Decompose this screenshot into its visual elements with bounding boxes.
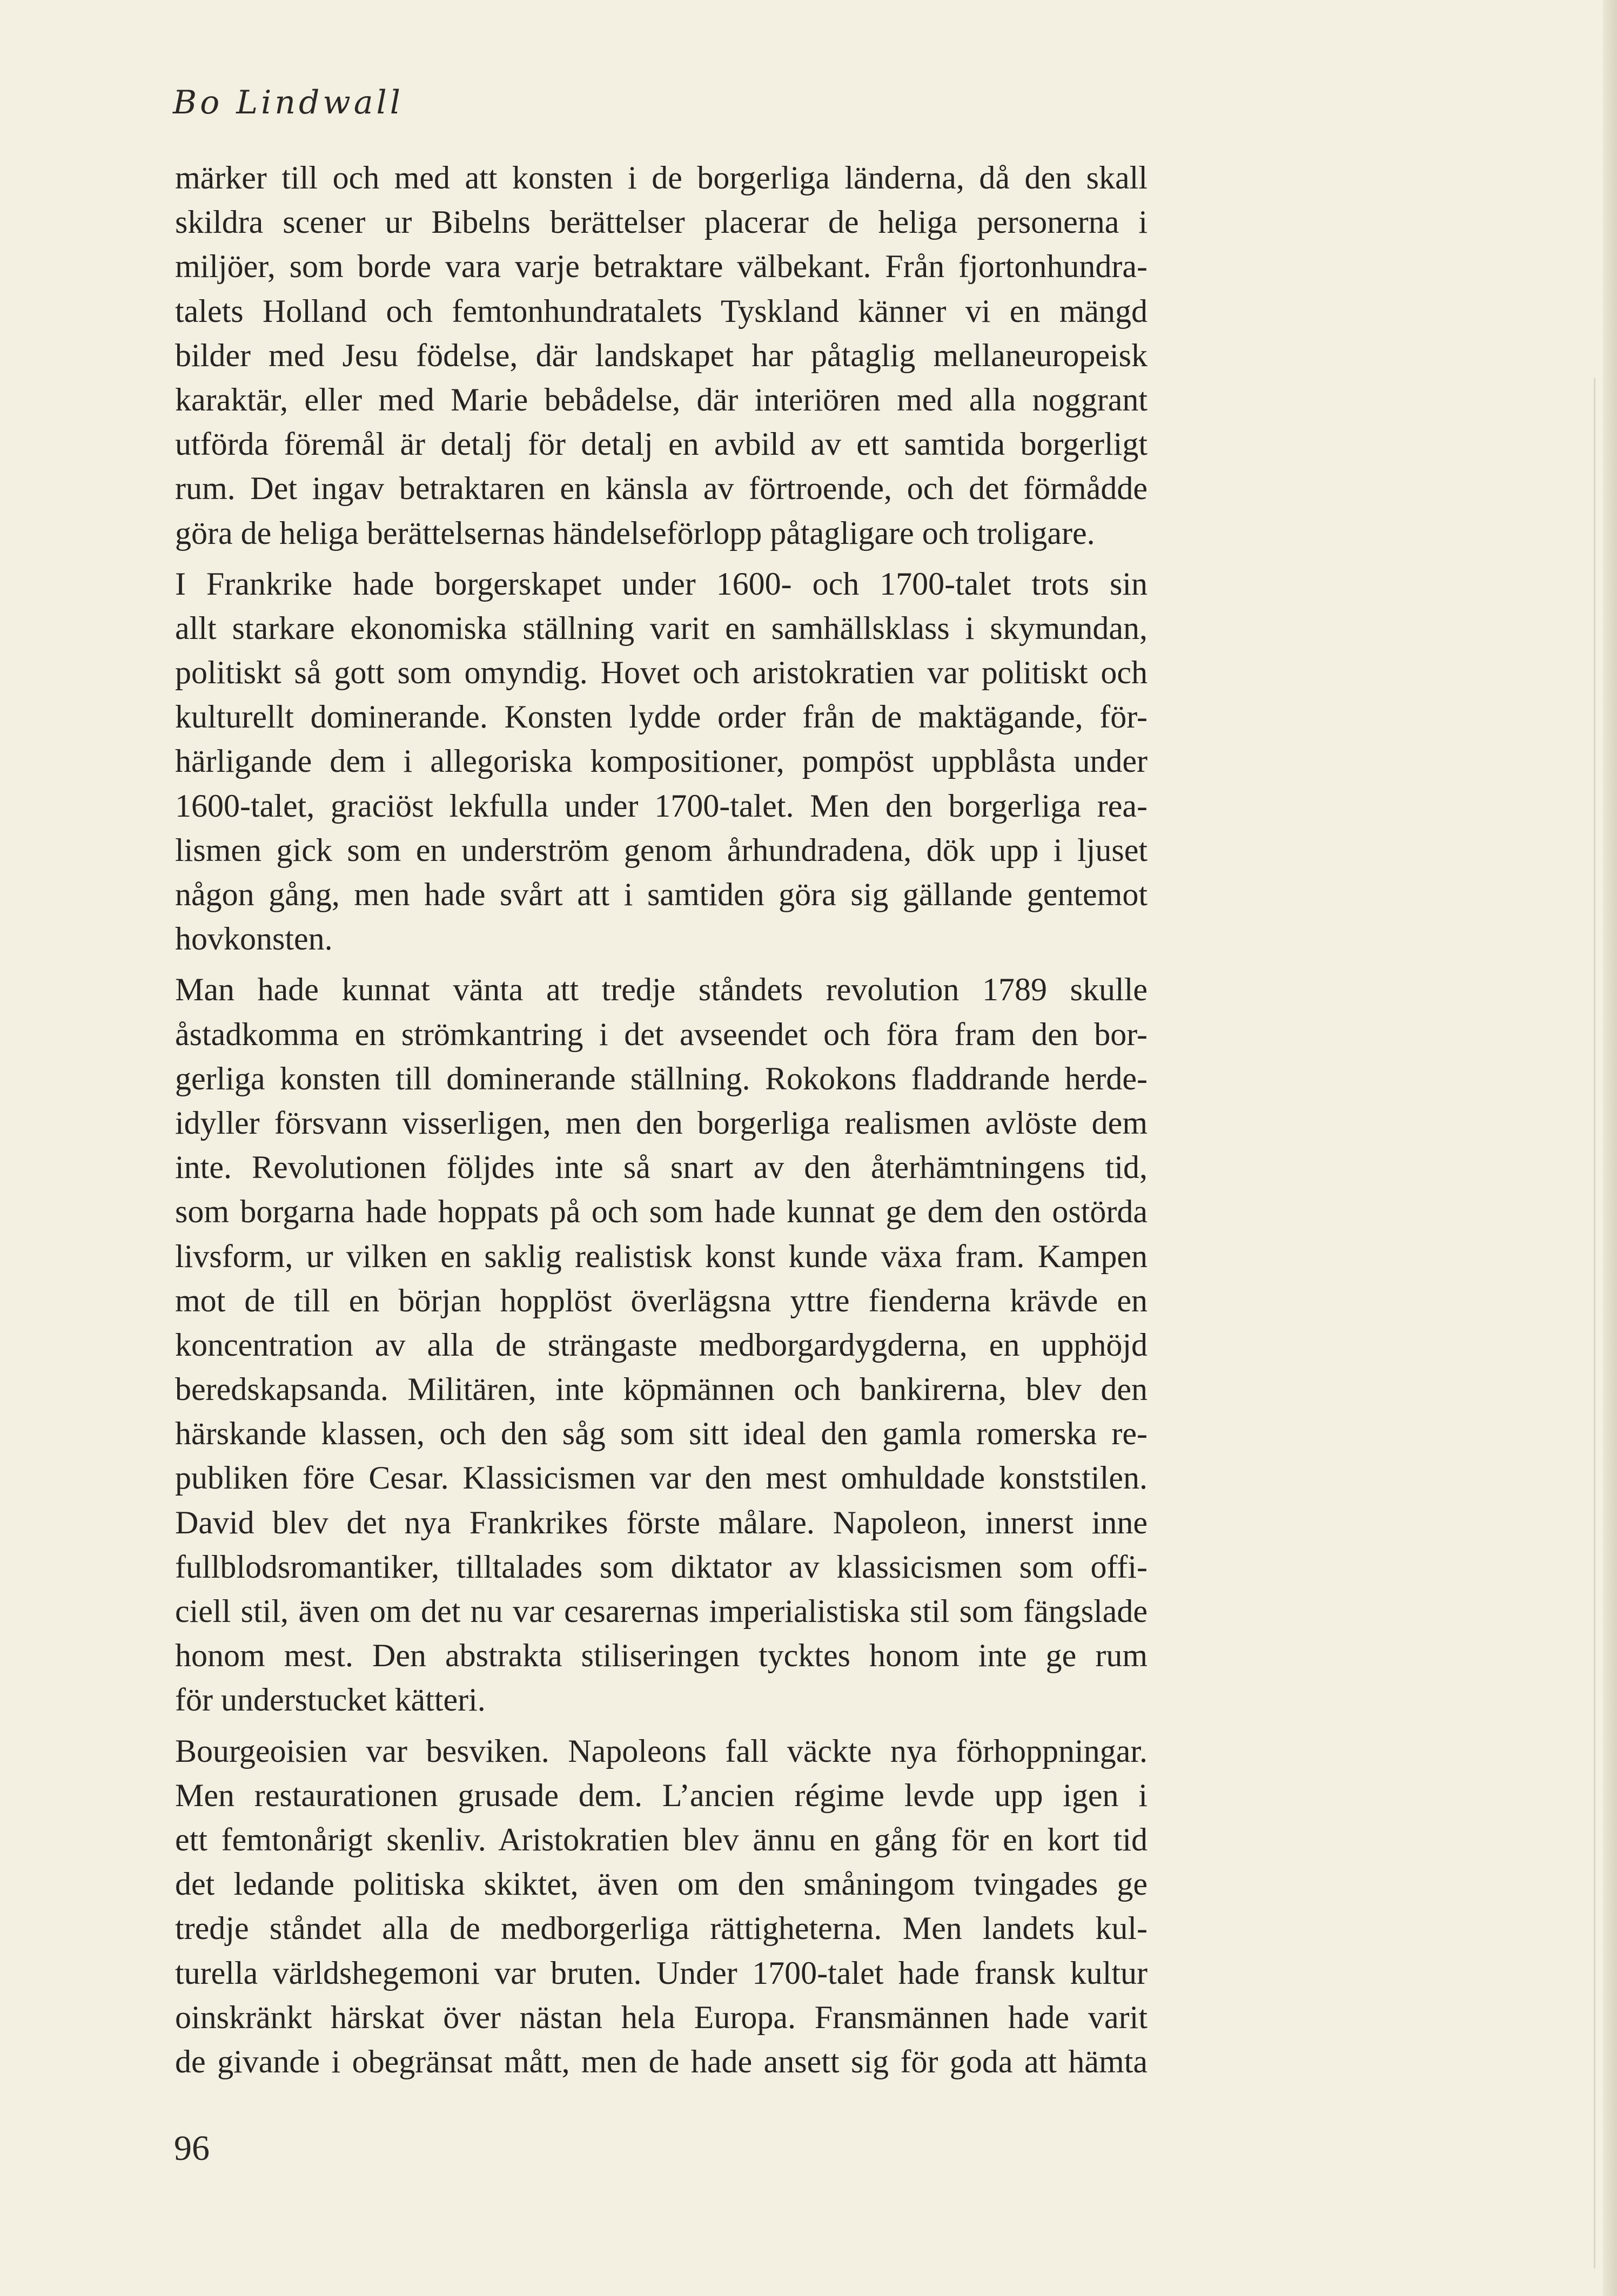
text-line: märker till och med att konsten i de borgerliga länderna, då den skall [175, 160, 1148, 196]
text-line: härskande klassen, och den såg som sitt ideal den gamla romerska re- [175, 1416, 1148, 1452]
text-line: utförda föremål är detalj för detalj en avbild av ett samtida borgerligt [175, 426, 1148, 462]
text-line: livsform, ur vilken en saklig realistisk konst kunde växa fram. Kampen [175, 1238, 1148, 1274]
running-head-author: Bo Lindwall [173, 84, 404, 122]
text-line: göra de heliga berättelsernas händelseförlopp påtagligare och troligare. [175, 515, 1095, 551]
text-line: mot de till en början hopplöst överlägsna yttre fienderna krävde en [175, 1282, 1148, 1318]
text-line: någon gång, men hade svårt att i samtiden göra sig gällande gentemot [175, 877, 1148, 912]
text-line: Bourgeoisien var besviken. Napoleons fall väckte nya förhoppningar. [175, 1733, 1148, 1769]
paragraph [175, 967, 1148, 1722]
text-line: allt starkare ekonomiska ställning varit en samhällsklass i skymundan, [175, 610, 1148, 646]
text-line: politiskt så gott som omyndig. Hovet och aristokratien var politiskt och [175, 655, 1148, 691]
text-line: karaktär, eller med Marie bebådelse, där interiören med alla noggrant [175, 381, 1148, 418]
text-line: kulturellt dominerande. Konsten lydde order från de maktägande, för- [175, 699, 1148, 735]
paragraph [175, 562, 1148, 961]
page-edge-line [1594, 378, 1595, 2268]
body-text [175, 156, 1148, 2084]
text-line: inte. Revolutionen följdes inte så snart av den återhämtningens tid, [175, 1149, 1148, 1186]
text-line: koncentration av alla de strängaste medborgardygderna, en upphöjd [175, 1327, 1148, 1363]
text-line: Men restaurationen grusade dem. L’ancien régime levde upp igen i [175, 1777, 1148, 1813]
text-line: åstadkomma en strömkantring i det avseendet och föra fram den bor- [175, 1016, 1148, 1052]
text-line: miljöer, som borde vara varje betraktare välbekant. Från fjortonhundra- [175, 248, 1148, 285]
text-line: hovkonsten. [175, 921, 333, 957]
text-line: skildra scener ur Bibelns berättelser placerar de heliga personerna i [175, 204, 1148, 240]
text-line: rum. Det ingav betraktaren en känsla av förtroende, och det förmådde [175, 470, 1148, 507]
paragraph [175, 1729, 1148, 2084]
text-line: turella världshegemoni var bruten. Under 1700-talet hade fransk kultur [175, 1955, 1148, 1991]
text-line: David blev det nya Frankrikes förste målare. Napoleon, innerst inne [175, 1504, 1148, 1540]
text-line: för understucket kätteri. [175, 1682, 486, 1718]
text-line: gerliga konsten till dominerande ställning. Rokokons fladdrande herde- [175, 1060, 1148, 1096]
text-line: Man hade kunnat vänta att tredje ståndets revolution 1789 skulle [175, 972, 1148, 1008]
paragraph-gap [175, 1722, 1148, 1729]
text-line: det ledande politiska skiktet, även om den småningom tvingades ge [175, 1866, 1148, 1902]
text-line: lismen gick som en underström genom århundradena, dök upp i ljuset [175, 832, 1148, 868]
text-line: oinskränkt härskat över nästan hela Europa. Fransmännen hade varit [175, 1999, 1148, 2035]
text-line: ciell stil, även om det nu var cesarernas imperialistiska stil som fängslade [175, 1593, 1148, 1629]
text-line: beredskapsanda. Militären, inte köpmännen och bankirerna, blev den [175, 1371, 1148, 1408]
paragraph-gap [175, 961, 1148, 967]
text-line: ett femtonårigt skenliv. Aristokratien blev ännu en gång för en kort tid [175, 1821, 1148, 1857]
text-line: 1600-talet, graciöst lekfulla under 1700-talet. Men den borgerliga rea- [175, 787, 1148, 824]
text-line: de givande i obegränsat mått, men de hade ansett sig för goda att hämta [175, 2043, 1148, 2079]
text-line: publiken före Cesar. Klassicismen var den mest omhuldade konststilen. [175, 1460, 1148, 1496]
text-line: tredje ståndet alla de medborgerliga rättigheterna. Men landets kul- [175, 1910, 1148, 1947]
text-line: honom mest. Den abstrakta stiliseringen tycktes honom inte ge rum [175, 1638, 1148, 1674]
page-edge-shadow [1603, 0, 1617, 2296]
text-line: fullblodsromantiker, tilltalades som diktator av klassicismen som offi- [175, 1548, 1148, 1585]
paragraph [175, 156, 1148, 555]
text-line: som borgarna hade hoppats på och som hade kunnat ge dem den ostörda [175, 1194, 1148, 1230]
paragraph-gap [175, 555, 1148, 562]
text-line: talets Holland och femtonhundratalets Tyskland känner vi en mängd [175, 293, 1148, 329]
text-line: bilder med Jesu födelse, där landskapet har påtaglig mellaneuropeisk [175, 337, 1148, 373]
text-line: härligande dem i allegoriska kompositioner, pompöst uppblåsta under [175, 743, 1148, 779]
text-line: idyller försvann visserligen, men den borgerliga realismen avlöste dem [175, 1105, 1148, 1141]
text-line: I Frankrike hade borgerskapet under 1600- och 1700-talet trots sin [175, 565, 1148, 602]
page-number: 96 [174, 2129, 210, 2168]
